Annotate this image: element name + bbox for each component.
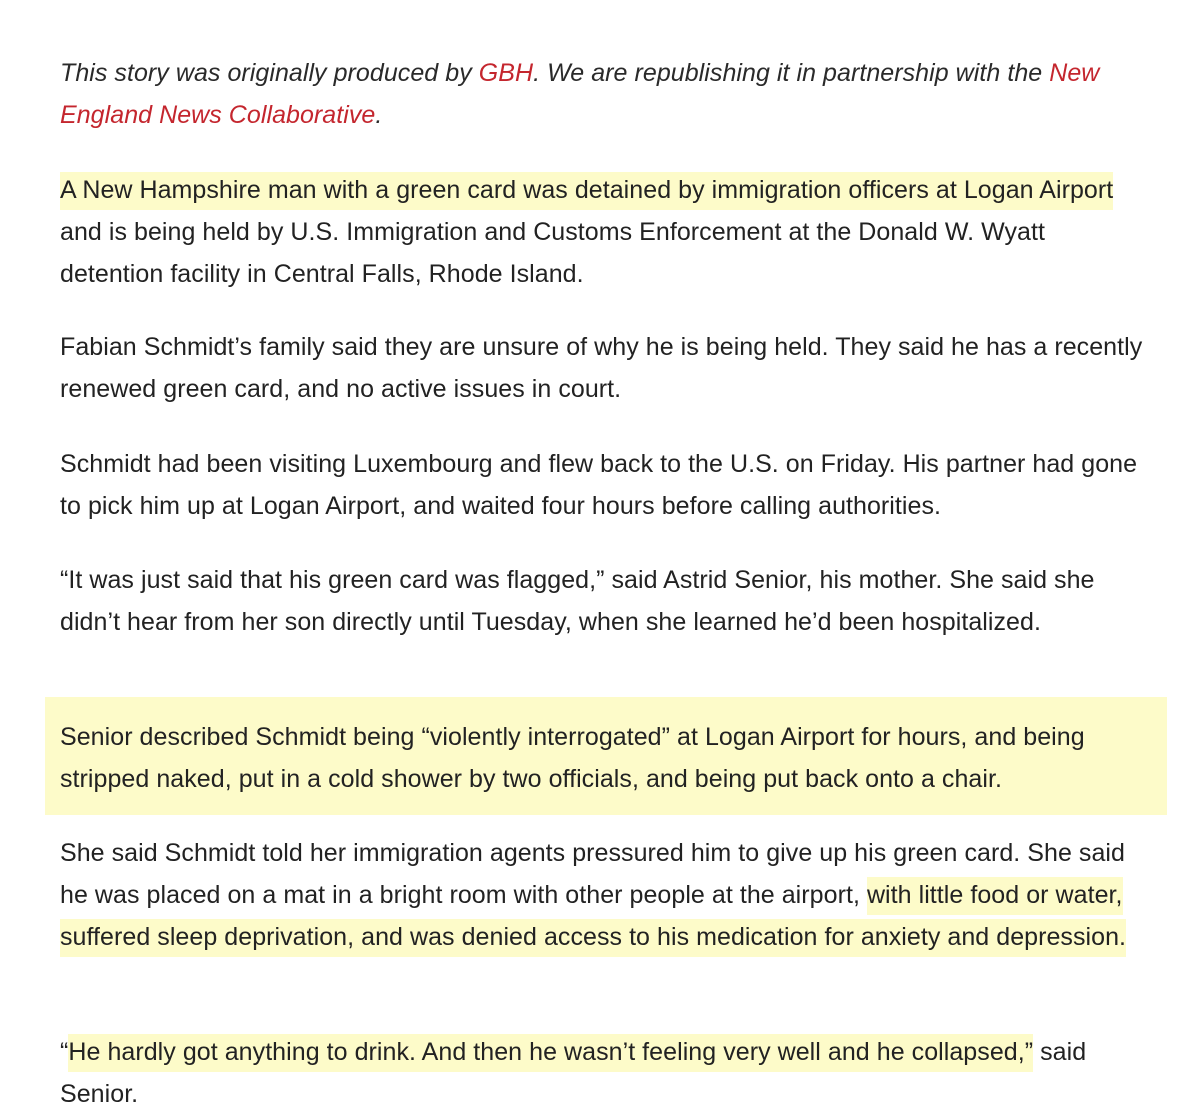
paragraph-6: [60, 832, 1155, 958]
paragraph-1: [60, 169, 1155, 295]
paragraph-3: Schmidt had been visiting Luxembourg and flew back to the U.S. on Friday. His partner had gone to pick him up at Logan Airport, and waited four hours before calling authorities.: [60, 450, 1138, 520]
highlighted-text: A New Hampshire man with a green card was detained by immigration officers at Logan Airport: [60, 172, 1113, 210]
paragraph-2: Fabian Schmidt’s family said they are unsure of why he is being held. They said he has a recently renewed green card, and no active issues in court.: [60, 333, 1143, 403]
intro-prefix: This story was originally produced by: [60, 59, 479, 87]
intro-middle: . We are republishing it in partnership with the: [533, 59, 1050, 87]
paragraph-text: and is being held by U.S. Immigration and Customs Enforcement at the Donald W. Wyatt detention facility in Central Falls, Rhode Island.: [60, 218, 1045, 288]
paragraph-7: [60, 1031, 1155, 1115]
paragraph-text: said Senior.: [60, 1038, 1087, 1108]
paragraph-4: “It was just said that his green card was flagged,” said Astrid Senior, his mother. She said she didn’t hear from her son directly until Tuesday, when she learned he’d been hospitalized.: [60, 566, 1095, 636]
paragraph-text: She said Schmidt told her immigration agents pressured him to give up his green card. She said he was placed on a mat in a bright room with other people at the airport,: [60, 839, 1125, 909]
highlighted-text: He hardly got anything to drink. And then he wasn’t feeling very well and he collapsed,”: [68, 1034, 1033, 1072]
intro-suffix: .: [375, 101, 383, 129]
intro-note: [60, 52, 1155, 136]
paragraph-5-highlighted: Senior described Schmidt being “violently interrogated” at Logan Airport for hours, and being stripped naked, put in a cold shower by two officials, and being put back onto a chair.: [60, 723, 1085, 793]
open-quote: “: [60, 1038, 69, 1066]
gbh-link[interactable]: GBH: [478, 59, 534, 87]
highlighted-text: with little food or water, suffered sleep deprivation, and was denied access to his medication for anxiety and depression.: [60, 877, 1126, 957]
new-england-news-collaborative-link[interactable]: New England News Collaborative: [60, 59, 1100, 129]
